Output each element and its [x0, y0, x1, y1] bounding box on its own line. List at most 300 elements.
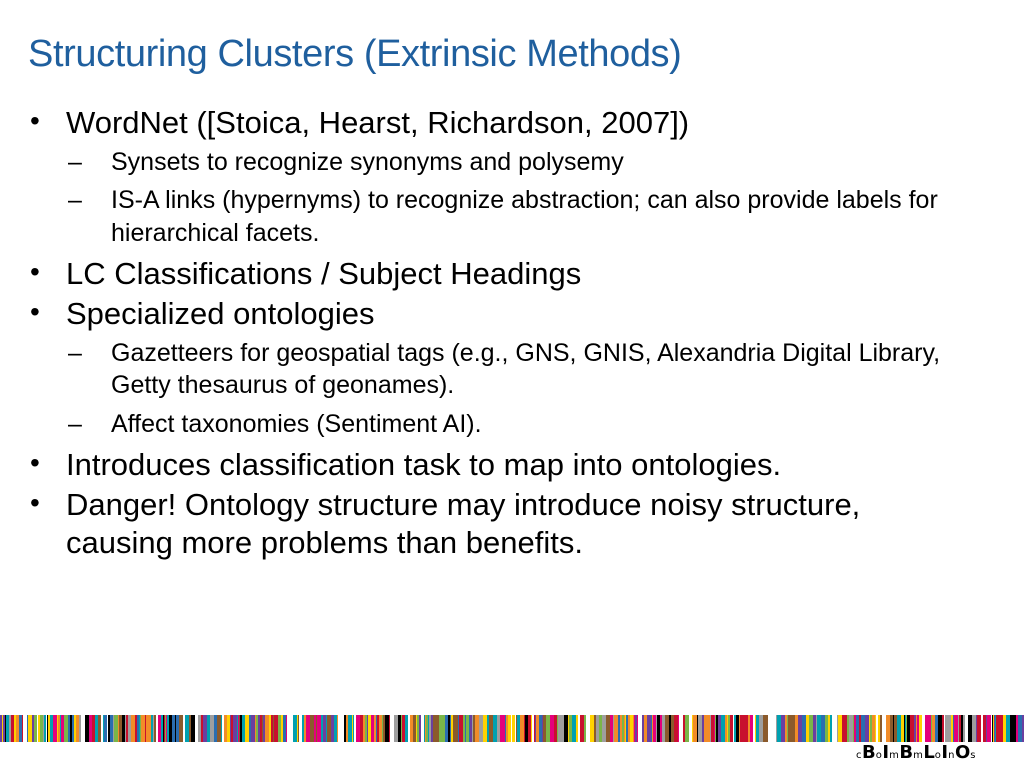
stripe — [92, 715, 95, 742]
stripe — [465, 715, 466, 742]
stripe — [331, 715, 334, 742]
stripe — [795, 715, 798, 742]
stripe — [716, 715, 718, 742]
stripe — [3, 715, 5, 742]
stripe — [479, 715, 483, 742]
stripe — [316, 715, 317, 742]
stripe — [721, 715, 725, 742]
stripe — [76, 715, 79, 742]
stripe — [458, 715, 459, 742]
logo-letter: o — [875, 750, 883, 761]
stripe — [469, 715, 470, 742]
stripe — [360, 715, 363, 742]
logo-letter: I — [882, 742, 890, 763]
stripe — [525, 715, 528, 742]
stripe — [126, 715, 127, 742]
stripe — [145, 715, 146, 742]
stripe — [431, 715, 433, 742]
stripe — [81, 715, 85, 742]
bullet-item — [28, 486, 968, 562]
stripe — [317, 715, 321, 742]
stripe — [886, 715, 890, 742]
stripe — [995, 715, 996, 742]
stripe — [624, 715, 625, 742]
stripe — [750, 715, 753, 742]
stripe — [499, 715, 500, 742]
stripe — [596, 715, 599, 742]
stripe — [637, 715, 638, 742]
stripe — [242, 715, 245, 742]
stripe — [249, 715, 251, 742]
stripe — [256, 715, 258, 742]
stripe — [450, 715, 451, 742]
stripe — [472, 715, 473, 742]
stripe — [880, 715, 882, 742]
stripe — [327, 715, 331, 742]
stripe — [390, 715, 394, 742]
stripe — [528, 715, 531, 742]
stripe — [314, 715, 316, 742]
stripe — [740, 715, 744, 742]
stripe — [1006, 715, 1010, 742]
stripe — [175, 715, 176, 742]
stripe — [429, 715, 431, 742]
sub-bullet-item — [66, 146, 968, 179]
stripe — [146, 715, 149, 742]
sub-bullet-text: Synsets to recognize synonyms and polysemy — [111, 147, 624, 176]
stripe — [441, 715, 445, 742]
stripe — [230, 715, 231, 742]
stripe — [734, 715, 736, 742]
stripe — [107, 715, 108, 742]
stripe — [972, 715, 976, 742]
stripe — [239, 715, 240, 742]
logo-letter: m — [889, 750, 900, 761]
stripe — [5, 715, 6, 742]
stripe — [371, 715, 374, 742]
stripe — [853, 715, 854, 742]
stripe — [103, 715, 104, 742]
stripe — [813, 715, 816, 742]
stripe — [689, 715, 692, 742]
stripe — [19, 715, 22, 742]
stripe — [475, 715, 479, 742]
stripe — [976, 715, 977, 742]
stripe — [660, 715, 662, 742]
stripe — [114, 715, 118, 742]
stripe — [416, 715, 417, 742]
stripe — [34, 715, 37, 742]
stripe — [376, 715, 377, 742]
stripe — [861, 715, 865, 742]
stripe — [383, 715, 385, 742]
stripe — [633, 715, 634, 742]
stripe — [457, 715, 458, 742]
stripe — [657, 715, 660, 742]
stripe — [727, 715, 728, 742]
stripe — [580, 715, 584, 742]
stripe — [283, 715, 286, 742]
stripe — [37, 715, 38, 742]
logo-letter: n — [948, 750, 955, 761]
stripe — [48, 715, 50, 742]
stripe — [262, 715, 263, 742]
stripe — [785, 715, 787, 742]
stripe — [28, 715, 32, 742]
stripe — [274, 715, 278, 742]
stripe — [245, 715, 249, 742]
sub-bullet-text: IS-A links (hypernyms) to recognize abstraction; can also provide labels for hierarchical facets. — [111, 186, 938, 247]
sub-bullet-item — [66, 408, 968, 441]
stripe — [767, 715, 768, 742]
bullet-text: Introduces classification task to map into ontologies. — [66, 447, 782, 483]
stripe — [890, 715, 893, 742]
stripe — [652, 715, 653, 742]
stripe — [125, 715, 126, 742]
stripe — [410, 715, 413, 742]
bullet-dot: • — [30, 256, 40, 288]
stripe — [787, 715, 788, 742]
bullet-text: WordNet ([Stoica, Hearst, Richardson, 2007]) — [66, 105, 690, 140]
stripe — [569, 715, 572, 742]
sub-bullet-dash: – — [68, 186, 82, 215]
stripe — [128, 715, 131, 742]
stripe — [286, 715, 287, 742]
bullet-dot: • — [30, 296, 40, 328]
stripe — [930, 715, 931, 742]
stripe — [806, 715, 809, 742]
logo-letter: o — [934, 750, 942, 761]
stripe — [634, 715, 635, 742]
stripe — [910, 715, 914, 742]
stripe — [79, 715, 81, 742]
stripe — [74, 715, 76, 742]
stripe — [323, 715, 326, 742]
stripe — [365, 715, 367, 742]
stripe — [195, 715, 198, 742]
bullet-item — [28, 295, 968, 333]
stripe — [27, 715, 28, 742]
stripe — [233, 715, 237, 742]
stripe — [744, 715, 748, 742]
stripe — [352, 715, 353, 742]
stripe — [981, 715, 983, 742]
stripe — [872, 715, 875, 742]
stripe — [419, 715, 421, 742]
stripe — [72, 715, 74, 742]
stripe — [586, 715, 590, 742]
stripe — [584, 715, 586, 742]
stripe — [710, 715, 711, 742]
stripe — [310, 715, 314, 742]
stripe — [418, 715, 419, 742]
stripe — [122, 715, 125, 742]
stripe — [172, 715, 175, 742]
decorative-color-stripes — [0, 715, 1024, 742]
stripe — [16, 715, 19, 742]
stripe — [968, 715, 972, 742]
stripe — [907, 715, 910, 742]
stripe — [131, 715, 135, 742]
stripe — [421, 715, 424, 742]
stripe — [905, 715, 906, 742]
stripe — [693, 715, 697, 742]
stripe — [878, 715, 880, 742]
stripe — [922, 715, 925, 742]
stripe — [298, 715, 299, 742]
sub-bullet-text: Affect taxonomies (Sentiment AI). — [111, 409, 482, 438]
stripe — [97, 715, 98, 742]
stripe — [425, 715, 426, 742]
stripe — [625, 715, 626, 742]
stripe — [613, 715, 614, 742]
stripe — [536, 715, 539, 742]
stripe — [642, 715, 644, 742]
stripe — [748, 715, 750, 742]
stripe — [987, 715, 991, 742]
stripe — [293, 715, 297, 742]
stripe — [44, 715, 46, 742]
stripe — [704, 715, 707, 742]
stripe — [515, 715, 516, 742]
stripe — [334, 715, 337, 742]
stripe — [897, 715, 901, 742]
stripe — [561, 715, 564, 742]
stripe — [1016, 715, 1018, 742]
stripe — [2, 715, 3, 742]
stripe — [865, 715, 866, 742]
stripe — [164, 715, 165, 742]
stripe — [176, 715, 179, 742]
stripe — [602, 715, 606, 742]
sub-bullet-dash: – — [68, 147, 82, 176]
stripe — [983, 715, 986, 742]
stripe — [830, 715, 832, 742]
stripe — [938, 715, 942, 742]
bibliomancy-logo — [856, 742, 976, 764]
stripe — [965, 715, 968, 742]
stripe — [269, 715, 271, 742]
logo-letter: O — [954, 742, 971, 763]
stripe — [165, 715, 166, 742]
stripe — [141, 715, 145, 742]
stripe — [715, 715, 716, 742]
stripe — [377, 715, 379, 742]
stripe — [166, 715, 167, 742]
logo-letter: B — [899, 742, 914, 763]
stripe — [500, 715, 503, 742]
stripe — [459, 715, 463, 742]
stripe — [516, 715, 517, 742]
stripe — [875, 715, 876, 742]
stripe — [809, 715, 813, 742]
stripe — [398, 715, 401, 742]
bullet-item — [28, 255, 968, 293]
stripe — [707, 715, 710, 742]
stripe — [843, 715, 847, 742]
stripe — [271, 715, 273, 742]
stripe — [428, 715, 429, 742]
stripe — [402, 715, 405, 742]
stripe — [9, 715, 11, 742]
stripe — [118, 715, 119, 742]
logo-letter: s — [970, 750, 976, 761]
stripe — [949, 715, 951, 742]
stripe — [140, 715, 141, 742]
stripe — [297, 715, 298, 742]
stripe — [755, 715, 756, 742]
stripe — [1010, 715, 1013, 742]
stripe — [816, 715, 817, 742]
stripe — [781, 715, 785, 742]
stripe — [916, 715, 917, 742]
stripe — [23, 715, 27, 742]
stripe — [739, 715, 740, 742]
stripe — [214, 715, 217, 742]
stripe — [221, 715, 222, 742]
stripe — [60, 715, 61, 742]
stripe — [798, 715, 802, 742]
stripe — [337, 715, 338, 742]
stripe — [401, 715, 402, 742]
stripe — [991, 715, 992, 742]
stripe — [299, 715, 302, 742]
stripe — [503, 715, 505, 742]
stripe — [635, 715, 637, 742]
stripe — [53, 715, 57, 742]
stripe — [825, 715, 828, 742]
stripe — [698, 715, 702, 742]
stripe — [207, 715, 210, 742]
stripe — [802, 715, 806, 742]
bullet-text: Danger! Ontology structure may introduce noisy structure, causing more problems than benefits. — [66, 487, 861, 561]
stripe — [426, 715, 427, 742]
stripe — [550, 715, 554, 742]
sub-bullet-dash: – — [68, 409, 82, 438]
stripe — [356, 715, 360, 742]
stripe — [6, 715, 9, 742]
stripe — [847, 715, 849, 742]
stripe — [512, 715, 515, 742]
stripe — [0, 715, 2, 742]
stripe — [917, 715, 919, 742]
stripe — [466, 715, 469, 742]
stripe — [32, 715, 34, 742]
stripe — [935, 715, 938, 742]
stripe — [557, 715, 558, 742]
stripe — [683, 715, 685, 742]
stripe — [576, 715, 578, 742]
stripe — [70, 715, 72, 742]
stripe — [832, 715, 834, 742]
stripe — [389, 715, 390, 742]
stripe — [287, 715, 291, 742]
stripe — [945, 715, 949, 742]
stripe — [58, 715, 60, 742]
stripe — [46, 715, 47, 742]
stripe — [651, 715, 652, 742]
stripe — [203, 715, 207, 742]
stripe — [776, 715, 777, 742]
stripe — [554, 715, 557, 742]
stripe — [884, 715, 886, 742]
stripe — [524, 715, 525, 742]
stripe — [127, 715, 128, 742]
stripe — [1003, 715, 1006, 742]
stripe — [231, 715, 233, 742]
stripe — [506, 715, 508, 742]
stripe — [493, 715, 497, 742]
stripe — [543, 715, 546, 742]
stripe — [64, 715, 68, 742]
stripe — [260, 715, 262, 742]
stripe — [158, 715, 161, 742]
stripe — [770, 715, 773, 742]
stripe — [185, 715, 189, 742]
stripe — [542, 715, 543, 742]
stripe — [531, 715, 532, 742]
stripe — [161, 715, 163, 742]
stripe — [238, 715, 239, 742]
stripe — [961, 715, 963, 742]
stripe — [618, 715, 620, 742]
stripe — [606, 715, 610, 742]
stripe — [854, 715, 856, 742]
stripe — [944, 715, 945, 742]
stripe — [882, 715, 884, 742]
stripe — [788, 715, 791, 742]
stripe — [539, 715, 541, 742]
stripe — [828, 715, 830, 742]
stripe — [906, 715, 907, 742]
stripe — [50, 715, 53, 742]
stripe — [367, 715, 368, 742]
stripe — [520, 715, 524, 742]
stripe — [958, 715, 959, 742]
stripe — [614, 715, 618, 742]
stripe — [167, 715, 169, 742]
stripe — [505, 715, 506, 742]
stripe — [439, 715, 441, 742]
stripe — [101, 715, 103, 742]
stripe — [532, 715, 534, 742]
stripe — [344, 715, 346, 742]
stripe — [38, 715, 40, 742]
stripe — [753, 715, 755, 742]
logo-letter: c — [856, 750, 863, 761]
stripe — [992, 715, 993, 742]
stripe — [405, 715, 408, 742]
stripe — [95, 715, 97, 742]
stripe — [821, 715, 825, 742]
stripe — [61, 715, 64, 742]
stripe — [281, 715, 283, 742]
stripe — [473, 715, 475, 742]
stripe — [866, 715, 869, 742]
stripe — [926, 715, 930, 742]
stripe — [578, 715, 580, 742]
stripe — [137, 715, 139, 742]
bullet-dot: • — [30, 105, 40, 136]
stripe — [408, 715, 410, 742]
stripe — [963, 715, 965, 742]
stripe — [346, 715, 348, 742]
stripe — [876, 715, 878, 742]
stripe — [98, 715, 101, 742]
stripe — [711, 715, 714, 742]
stripe — [725, 715, 727, 742]
stripe — [904, 715, 905, 742]
